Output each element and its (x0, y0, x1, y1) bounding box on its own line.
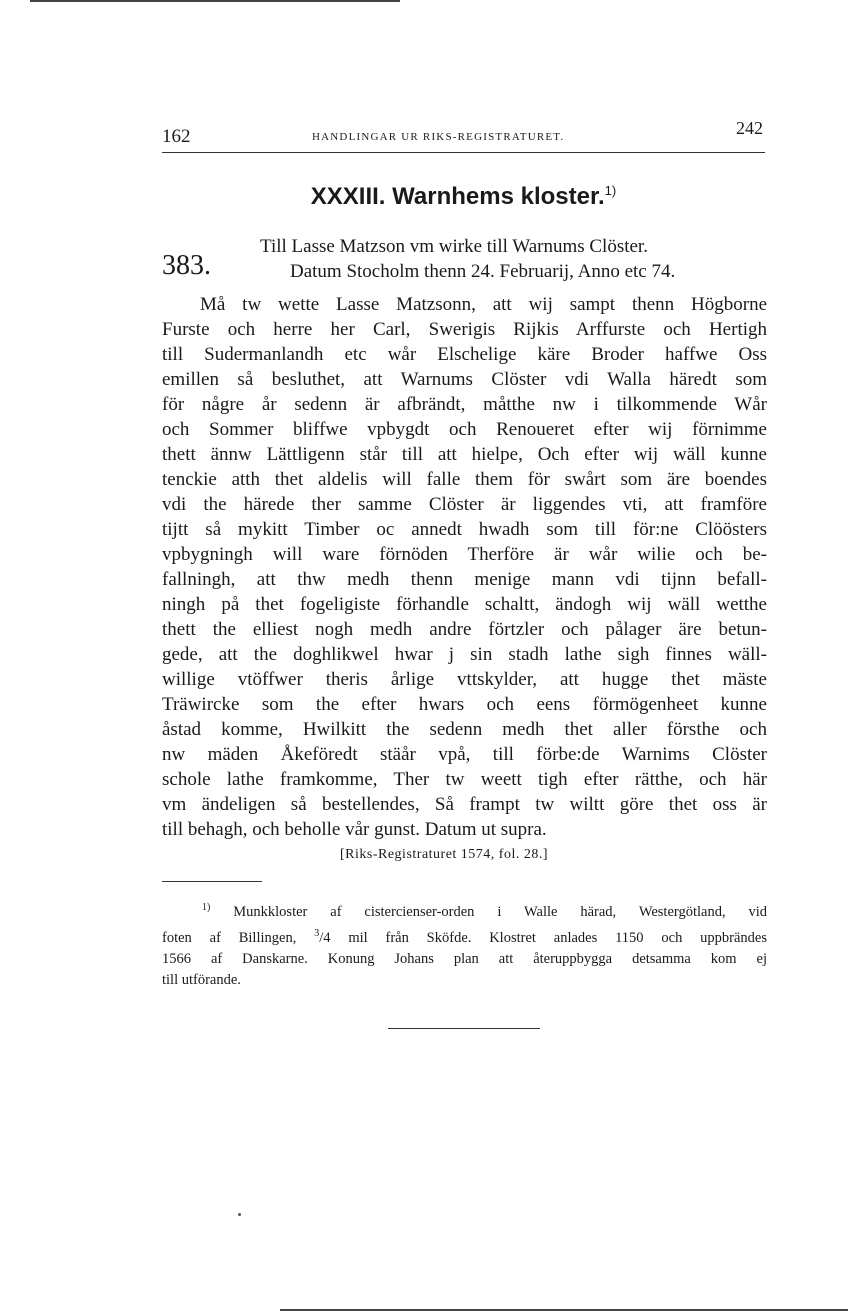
title-footnote-mark: 1) (604, 183, 617, 198)
body-line: till behagh, och beholle vår gunst. Datum ut supra. (162, 819, 547, 840)
heading-line-1: Till Lasse Matzson vm wirke till Warnums Clöster. (260, 236, 648, 257)
body-line: åstad komme, Hwilkitt the sedenn medh thet aller försthe och (162, 719, 767, 740)
body-line: Furste och herre her Carl, Swerigis Rijkis Arffurste och Hertigh (162, 319, 767, 340)
running-head: HANDLINGAR UR RIKS-REGISTRATURET. (312, 131, 565, 143)
letter-body (162, 292, 767, 842)
body-line: schole lathe framkomme, Ther tw weett tigh efter rätthe, och här (162, 769, 767, 790)
footnote-line-2: foten af Billingen, $^3$/4 mil från Sköfde. Klostret anlades 1150 och uppbrändes (162, 927, 768, 946)
body-line: till Sudermanlandh etc wår Elschelige käre Broder haffwe Oss (162, 344, 767, 365)
page-header (162, 118, 765, 153)
body-line: vdi the härede ther samme Clöster är liggendes vti, att framföre (162, 494, 767, 515)
document-number: 242 (736, 118, 763, 138)
fraction-numerator: 3 (314, 927, 320, 939)
body-line: fallningh, att thw medh thenn menige mann vdi tijnn befall- (162, 569, 767, 590)
body-line: vm ändeligen så bestellendes, Så frampt tw wiltt göre thet oss är (162, 794, 767, 815)
footnote-line-3: 1566 af Danskarne. Konung Johans plan att återuppbygga detsamma kom ej (162, 950, 767, 967)
body-line: Må tw wette Lasse Matzsonn, att wij sampt thenn Högborne (200, 294, 767, 315)
body-line: emillen så besluthet, att Warnums Clöster vdi Walla häredt som (162, 369, 767, 390)
body-line: nw mäden Åkeföredt stäår vpå, till förbe:de Warnims Clöster (162, 744, 767, 765)
body-line: vpbygningh will ware förnöden Therföre är wår wilie och be- (162, 544, 767, 565)
footnote (162, 897, 767, 991)
letter-number: 383. (162, 250, 211, 281)
page-number: 162 (162, 126, 191, 147)
body-line: för någre år sedenn är afbrändt, måtthe nw i tilkommende Wår (162, 394, 767, 415)
footnote-mark: 1) (202, 902, 211, 913)
body-line: tenckie atth thet aldelis will falle them för swårt som äre boendes (162, 469, 767, 490)
heading-line-2: Datum Stocholm thenn 24. Februarij, Anno etc 74. (290, 261, 676, 282)
letter-heading (250, 234, 770, 284)
footnote-line-4: till utförande. (162, 971, 241, 988)
section-title (162, 183, 765, 211)
fraction-denominator: /4 (319, 929, 331, 946)
body-line: thett ännw Lättligenn står till att hielpe, Och efter wij wäll kunne (162, 444, 767, 465)
scan-edge-top (30, 0, 400, 2)
body-line: Träwircke som the efter hwars och eens förmögenheet kunne (162, 694, 767, 715)
section-title-text: XXXIII. Warnhems kloster. (310, 183, 605, 210)
body-line: tijtt så mykitt Timber oc annedt hwadh som till för:ne Clöösters (162, 519, 767, 540)
body-line: willige vtöffwer theris årlige vttskylder, att hugge thet mäste (162, 669, 767, 690)
body-line: gede, att the doghlikwel hwar j sin stadh lathe sigh finnes wäll- (162, 644, 767, 665)
footnote-line-1: $^{1)}$ Munkkloster af cistercienser-orden i Walle härad, Westergötland, vid (202, 902, 767, 920)
body-line: ningh på thet fogeligiste förhandle schaltt, ändogh wij wäll wetthe (162, 594, 767, 615)
source-citation: [Riks-Registraturet 1574, fol. 28.] (340, 847, 549, 862)
body-line: thett the elliest nogh medh andre förtzler och pålager äre betun- (162, 619, 767, 640)
footnote-rule (162, 881, 262, 882)
end-rule (388, 1028, 540, 1029)
body-line: och Sommer bliffwe vpbygdt och Renoueret efter wij förnimme (162, 419, 767, 440)
scan-speck (238, 1213, 241, 1216)
